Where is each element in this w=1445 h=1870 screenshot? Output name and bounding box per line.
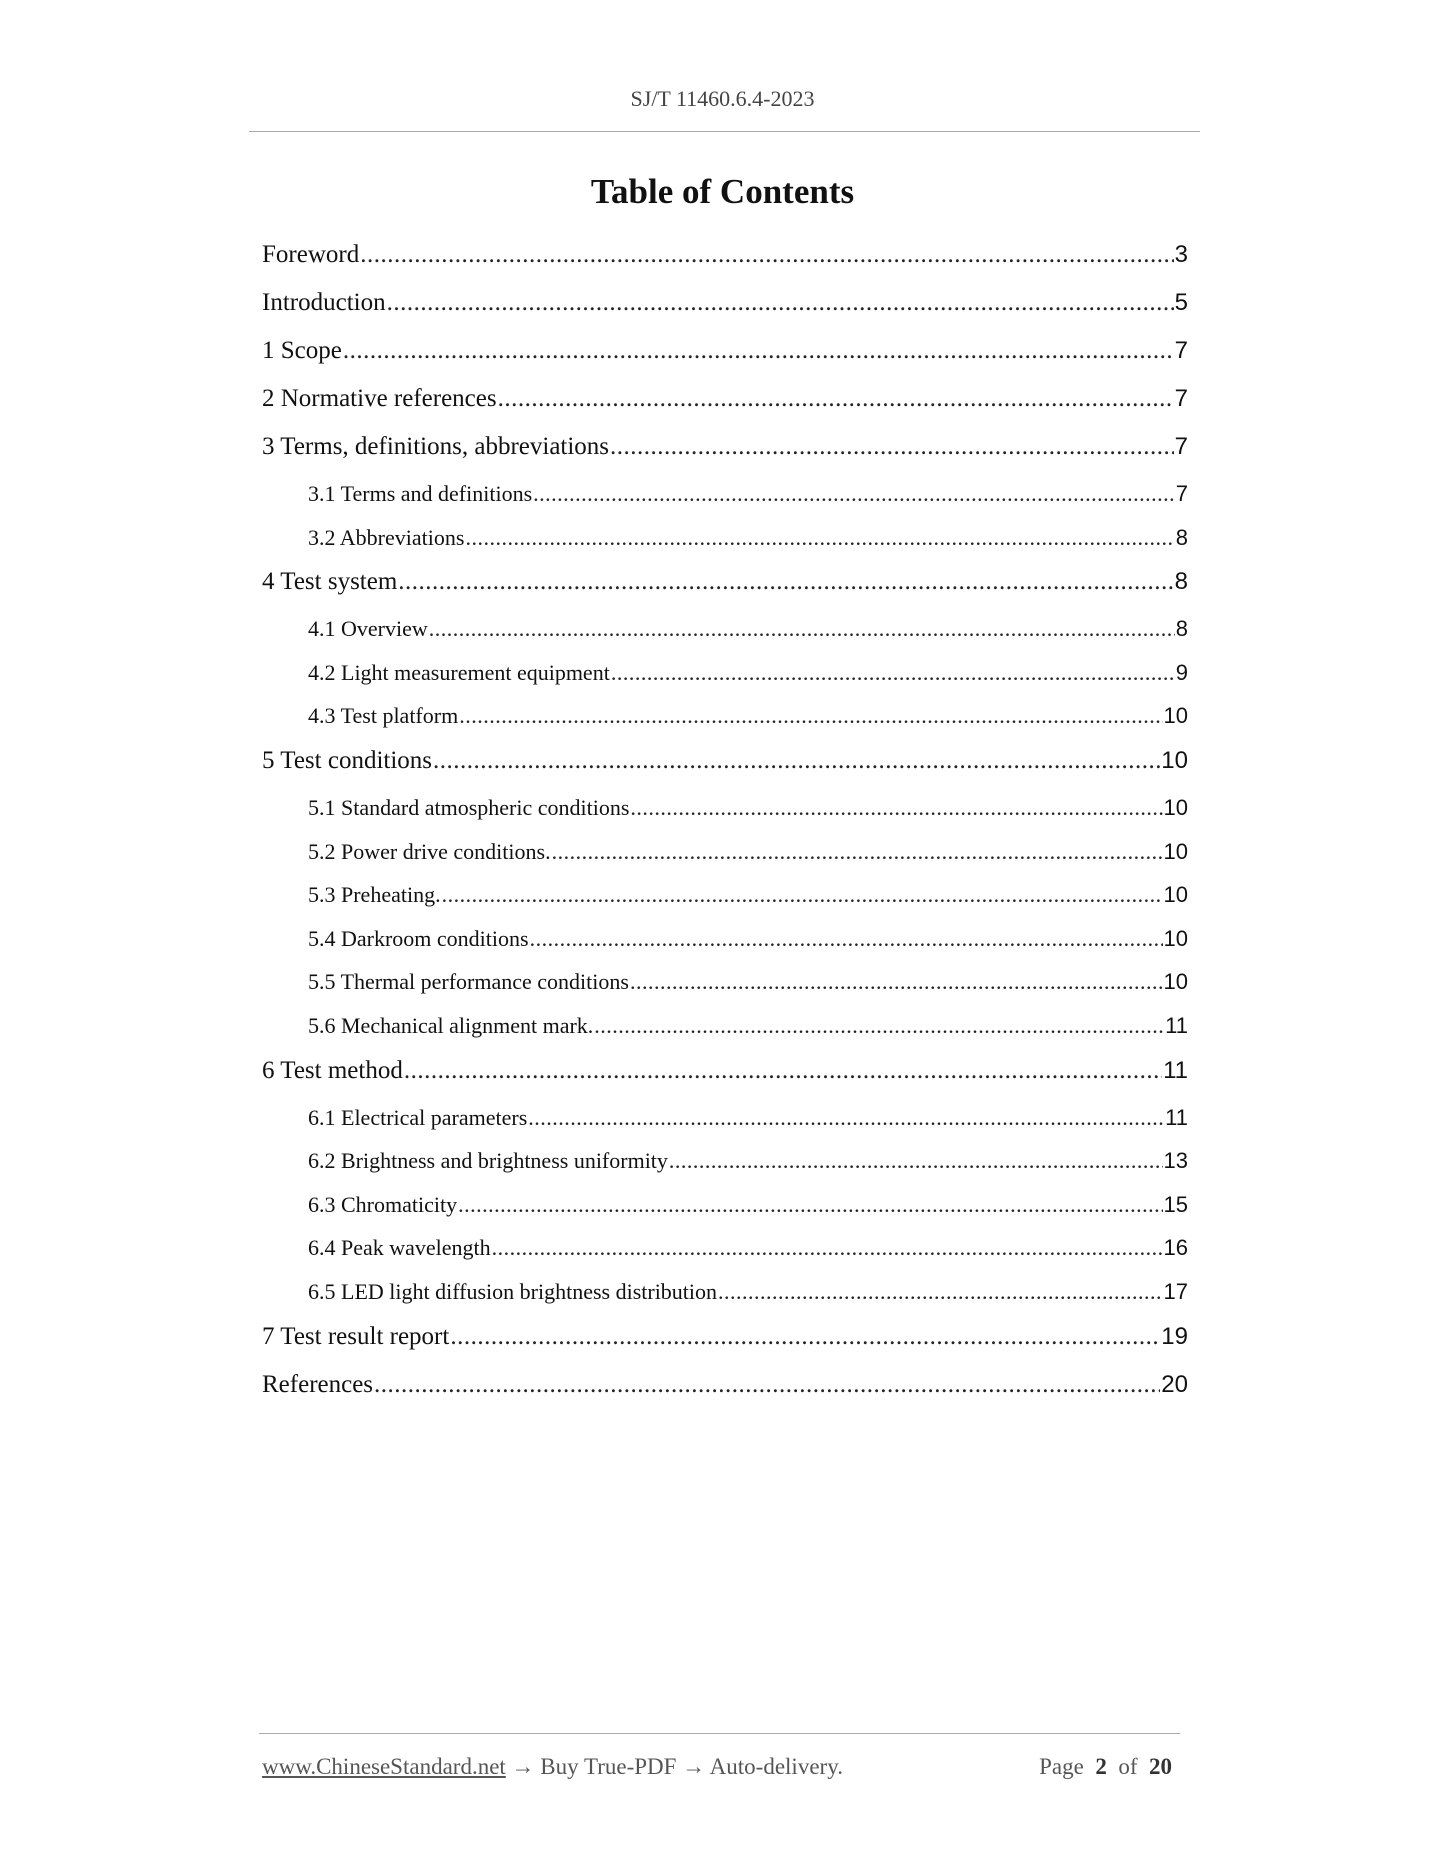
footer-divider — [259, 1733, 1180, 1734]
toc-entry[interactable] — [262, 1013, 1188, 1057]
toc-entry-page: 3 — [1174, 241, 1188, 268]
dot-leader — [611, 660, 1175, 686]
toc-entry[interactable] — [262, 241, 1188, 289]
dot-leader — [450, 1323, 1160, 1351]
toc-entry-label: 5 Test conditions — [262, 746, 433, 774]
dot-leader — [458, 1192, 1162, 1218]
toc-entry-label: 2 Normative references — [262, 385, 497, 412]
toc-entry-page: 11 — [1163, 1056, 1188, 1084]
toc-entry-page: 7 — [1174, 385, 1188, 412]
toc-entry[interactable] — [262, 703, 1188, 747]
toc-entry[interactable] — [262, 385, 1188, 433]
toc-entry-label: 5.1 Standard atmospheric conditions — [308, 794, 630, 820]
toc-entry[interactable] — [262, 1371, 1188, 1419]
toc-entry-label: 5.3 Preheating. — [308, 882, 441, 908]
toc-entry-label: 3.1 Terms and definitions — [308, 481, 533, 506]
footer-links — [262, 1754, 843, 1780]
toc-entry-page: 10 — [1163, 925, 1188, 951]
dot-leader — [528, 1105, 1164, 1131]
toc-entry-page: 10 — [1163, 703, 1188, 729]
dot-leader — [465, 525, 1174, 551]
toc-entry-page: 19 — [1161, 1322, 1188, 1350]
buy-pdf-text: Buy True-PDF — [540, 1754, 677, 1779]
toc-entry[interactable] — [262, 433, 1188, 481]
page-of-label: of — [1118, 1754, 1138, 1779]
total-pages: 20 — [1149, 1754, 1172, 1779]
toc-entry[interactable] — [262, 660, 1188, 704]
dot-leader — [610, 433, 1174, 461]
website-link[interactable]: www.ChineseStandard.net — [262, 1754, 506, 1779]
toc-entry[interactable] — [262, 337, 1188, 385]
toc-entry[interactable] — [262, 969, 1188, 1013]
toc-entry-page: 10 — [1163, 794, 1188, 820]
dot-leader — [442, 882, 1163, 908]
dot-leader — [433, 747, 1160, 775]
dot-leader — [530, 926, 1163, 952]
toc-entry-page: 7 — [1175, 481, 1188, 506]
dot-leader — [630, 969, 1163, 995]
toc-entry[interactable] — [262, 747, 1188, 795]
toc-entry-page: 10 — [1161, 746, 1188, 774]
arrow-icon: → — [682, 1754, 706, 1779]
page-number — [1039, 1754, 1172, 1780]
page-label: Page — [1039, 1754, 1084, 1779]
toc-entry-label: 4.2 Light measurement equipment — [308, 659, 610, 685]
toc-entry-label: 6.5 LED light diffusion brightness distribution — [308, 1278, 718, 1304]
toc-entry-page: 8 — [1175, 616, 1188, 642]
toc-entry-page: 11 — [1165, 1104, 1188, 1130]
dot-leader — [669, 1148, 1163, 1174]
dot-leader — [718, 1279, 1162, 1305]
toc-entry-page: 5 — [1174, 289, 1188, 316]
dot-leader — [459, 703, 1162, 729]
toc-entry[interactable] — [262, 1057, 1188, 1105]
toc-entry-label: 3.2 Abbreviations — [308, 524, 465, 550]
toc-entry[interactable] — [262, 839, 1188, 883]
arrow-icon: → — [511, 1754, 535, 1779]
dot-leader — [343, 337, 1174, 365]
toc-entry-page: 10 — [1163, 969, 1188, 995]
toc-entry[interactable] — [262, 481, 1188, 525]
toc-entry-label: 6.3 Chromaticity — [308, 1191, 458, 1217]
toc-entry-label: 4 Test system — [262, 568, 398, 596]
dot-leader — [429, 616, 1175, 642]
dot-leader — [404, 1057, 1162, 1085]
toc-entry[interactable] — [262, 882, 1188, 926]
toc-entry-label: Foreword — [262, 241, 360, 268]
running-header: SJ/T 11460.6.4-2023 — [630, 86, 815, 111]
toc-entry-label: 5.6 Mechanical alignment mark. — [308, 1012, 594, 1038]
dot-leader — [630, 795, 1162, 821]
toc-entry-label: 3 Terms, definitions, abbreviations — [262, 433, 610, 460]
dot-leader — [360, 241, 1173, 269]
page-footer — [262, 1754, 1178, 1780]
toc-entry-label: 5.5 Thermal performance conditions — [308, 969, 629, 995]
toc-entry-page: 20 — [1161, 1370, 1188, 1398]
toc-entry-page: 15 — [1163, 1191, 1188, 1217]
toc-entry[interactable] — [262, 289, 1188, 337]
toc-entry-page: 10 — [1163, 838, 1188, 864]
toc-entry-label: Introduction — [262, 289, 386, 316]
toc-entry-page: 17 — [1163, 1278, 1188, 1304]
toc-entry-page: 8 — [1175, 524, 1188, 550]
current-page: 2 — [1095, 1754, 1107, 1779]
toc-entry-label: 4.1 Overview — [308, 616, 428, 642]
toc-entry-page: 13 — [1163, 1148, 1188, 1174]
toc-entry-page: 11 — [1165, 1012, 1188, 1038]
toc-entry-label: 6.1 Electrical parameters — [308, 1104, 528, 1130]
toc-entry-label: 4.3 Test platform — [308, 703, 459, 729]
toc-entry[interactable] — [262, 1279, 1188, 1323]
toc-entry-label: 5.2 Power drive conditions. — [308, 838, 551, 864]
auto-delivery-text: Auto-delivery. — [709, 1754, 843, 1779]
toc-entry-label: 1 Scope — [262, 337, 342, 364]
toc-entry-page: 8 — [1174, 568, 1188, 596]
toc-entry[interactable] — [262, 616, 1188, 660]
dot-leader — [498, 385, 1174, 413]
toc-entry[interactable] — [262, 926, 1188, 970]
toc-entry[interactable] — [262, 1192, 1188, 1236]
dot-leader — [492, 1235, 1163, 1261]
table-of-contents — [262, 241, 1188, 1419]
toc-entry[interactable] — [262, 1323, 1188, 1371]
toc-entry[interactable] — [262, 1235, 1188, 1279]
toc-entry-label: 5.4 Darkroom conditions — [308, 925, 529, 951]
dot-leader — [387, 289, 1174, 317]
dot-leader — [374, 1371, 1160, 1399]
toc-entry[interactable] — [262, 568, 1188, 616]
dot-leader — [398, 568, 1173, 596]
page-title: Table of Contents — [590, 172, 855, 211]
toc-entry-page: 9 — [1175, 659, 1188, 685]
header-divider — [249, 131, 1200, 132]
dot-leader — [533, 481, 1175, 507]
toc-entry[interactable] — [262, 795, 1188, 839]
toc-entry-label: 7 Test result report — [262, 1322, 450, 1350]
toc-entry-label: 6.2 Brightness and brightness uniformity — [308, 1148, 668, 1174]
toc-entry-page: 16 — [1163, 1235, 1188, 1261]
toc-entry[interactable] — [262, 525, 1188, 569]
toc-entry-page: 10 — [1163, 882, 1188, 908]
dot-leader — [594, 1013, 1164, 1039]
dot-leader — [552, 839, 1163, 865]
toc-entry-page: 7 — [1174, 337, 1188, 364]
toc-entry-label: 6.4 Peak wavelength — [308, 1235, 491, 1261]
toc-entry[interactable] — [262, 1148, 1188, 1192]
toc-entry-label: 6 Test method — [262, 1056, 403, 1084]
toc-entry-page: 7 — [1174, 433, 1188, 460]
toc-entry-label: References — [262, 1370, 374, 1398]
toc-entry[interactable] — [262, 1105, 1188, 1149]
